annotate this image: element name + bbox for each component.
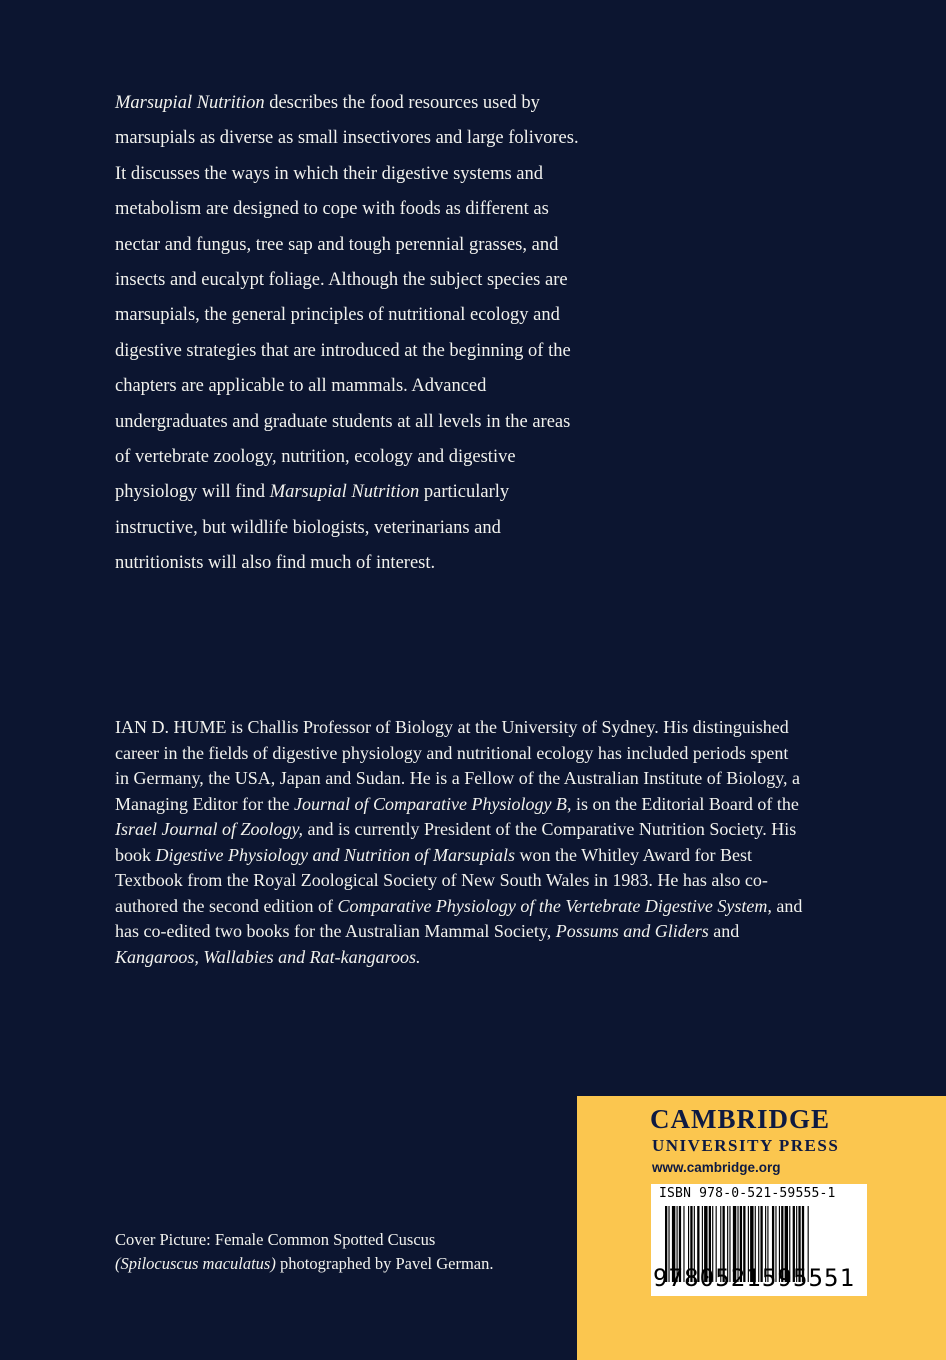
cover-credit <box>115 1228 515 1275</box>
publisher-url[interactable]: www.cambridge.org <box>652 1160 781 1175</box>
barcode-digits: 9780521595551 <box>653 1264 856 1292</box>
credit-text-1: Cover Picture: Female Common Spotted Cuscus <box>115 1230 436 1249</box>
book-title-italic: Marsupial Nutrition <box>115 93 265 113</box>
bio-journal-1: Journal of Comparative Physiology B <box>293 793 567 814</box>
publisher-panel <box>577 1096 946 1360</box>
bio-text-2: , is on the Editorial Board of the <box>566 793 799 814</box>
bio-book-2: Comparative Physiology of the Vertebrate Digestive System, <box>337 895 772 916</box>
credit-paragraph <box>115 1228 515 1275</box>
bio-paragraph <box>115 715 805 970</box>
bio-text-3: and is currently President of the Comparative Nutrition Society. His book <box>115 819 797 865</box>
author-bio <box>115 715 805 970</box>
bio-book-4: Kangaroos, Wallabies and Rat-kangaroos. <box>115 946 421 967</box>
bio-text-4: won the Whitley Award for Best Textbook from the Royal Zoological Society of New South Wales in 1983. He has also co-authored the second edition of <box>115 844 768 916</box>
book-description <box>115 86 585 582</box>
isbn-barcode <box>651 1184 867 1296</box>
bio-journal-2: Israel Journal of Zoology, <box>115 819 303 839</box>
bio-book-1: Digestive Physiology and Nutrition of Marsupials <box>155 844 515 865</box>
isbn-label: ISBN 978-0-521-59555-1 <box>659 1186 836 1201</box>
credit-species: (Spilocuscus maculatus) <box>115 1253 276 1273</box>
bio-text-1: IAN D. HUME is Challis Professor of Biology at the University of Sydney. His distinguished career in the fields of digestive physiology and nutritional ecology has included periods spent in Germany, the USA, Japan and Sudan. He is a Fellow of the Australian Institute of Biology, a Managing Editor for the <box>115 717 801 814</box>
bio-text-6: and <box>708 921 740 941</box>
publisher-subname: UNIVERSITY PRESS <box>652 1136 840 1155</box>
description-paragraph <box>115 86 585 582</box>
description-text-2: particularly instructive, but wildlife biologists, veterinarians and nutritionists will also find much of interest. <box>115 482 510 574</box>
description-text-1: describes the food resources used by marsupials as diverse as small insectivores and large folivores. It discusses the ways in which their digestive systems and metabolism are designed to cope with foods as different as nectar and fungus, tree sap and tough perennial grasses, and insects and eucalypt foliage. Although the subject species are marsupials, the general principles of nutritional ecology and digestive strategies that are introduced at the beginning of the chapters are applicable to all mammals. Advanced undergraduates and graduate students at all levels in the areas of vertebrate zoology, nutrition, ecology and digestive physiology will find <box>115 93 579 503</box>
bio-book-3: Possums and Gliders <box>555 921 709 941</box>
publisher-name: CAMBRIDGE <box>650 1104 831 1134</box>
credit-text-2: photographed by Pavel German. <box>275 1253 494 1273</box>
bio-text-5: and has co-edited two books for the Australian Mammal Society, <box>115 895 803 941</box>
book-title-italic-2: Marsupial Nutrition <box>269 482 420 503</box>
